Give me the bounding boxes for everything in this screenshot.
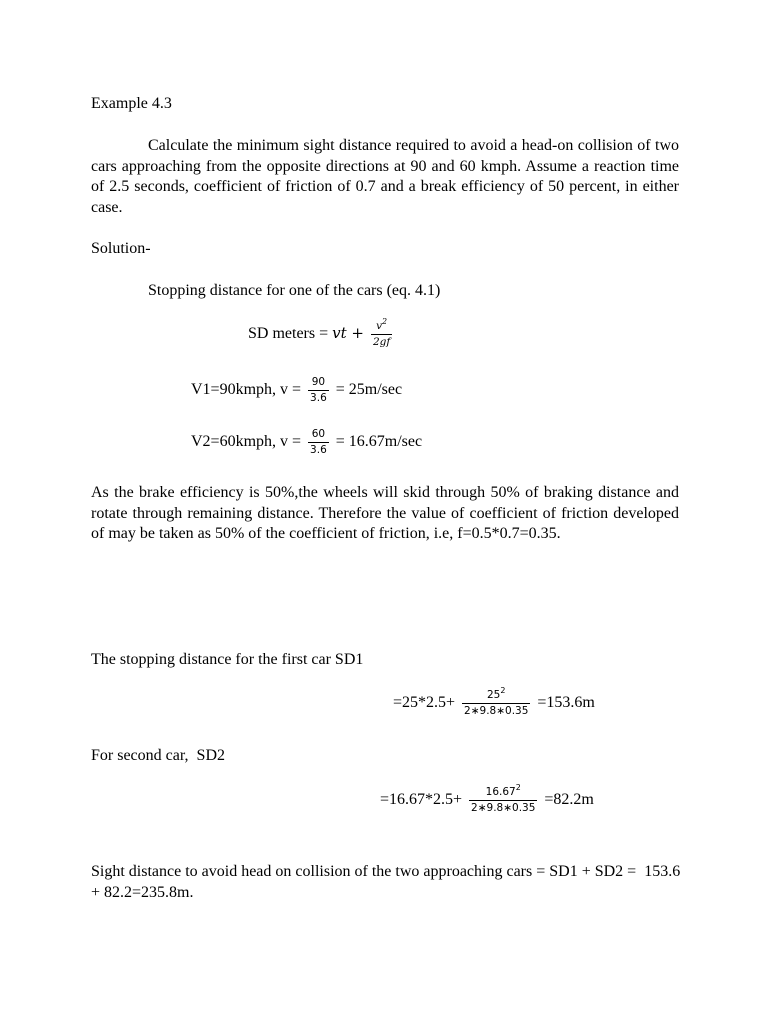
stopping-distance-intro: Stopping distance for one of the cars (eq. 4.1) bbox=[148, 282, 441, 299]
sd-formula bbox=[248, 316, 395, 349]
sd2-result: =82.2m bbox=[544, 791, 594, 809]
sd-formula-numerator: v bbox=[376, 320, 383, 332]
sd2-equation bbox=[380, 782, 594, 815]
sd-formula-term: vt + bbox=[332, 324, 364, 343]
sd1-numerator-exponent: 2 bbox=[500, 685, 506, 695]
sd1-numerator: 25 bbox=[486, 689, 501, 701]
sd1-result: =153.6m bbox=[537, 694, 595, 712]
solution-label: Solution- bbox=[91, 240, 151, 257]
sd2-lhs: =16.67*2.5+ bbox=[380, 791, 463, 809]
v1-equation bbox=[191, 376, 402, 405]
example-heading: Example 4.3 bbox=[91, 95, 172, 112]
conclusion-paragraph: Sight distance to avoid head on collision of the two approaching cars = SD1 + SD2 = 153.6 + 82.2=235.8m. bbox=[91, 863, 685, 901]
v1-result: = 25m/sec bbox=[335, 381, 403, 399]
v1-fraction bbox=[308, 376, 329, 405]
sd1-fraction bbox=[462, 685, 530, 718]
sd-formula-denominator: 2gf bbox=[372, 336, 391, 348]
v2-numerator: 60 bbox=[311, 428, 326, 440]
v1-lhs: V1=90kmph, v = bbox=[191, 381, 302, 399]
v2-fraction bbox=[308, 428, 329, 457]
sd-formula-lhs: SD meters = bbox=[248, 325, 329, 343]
sd2-numerator: 16.67 bbox=[485, 786, 516, 798]
v2-denominator: 3.6 bbox=[310, 444, 327, 456]
sd-formula-numerator-exponent: 2 bbox=[382, 316, 388, 326]
v2-lhs: V2=60kmph, v = bbox=[191, 433, 302, 451]
sd2-denominator: 2∗9.8∗0.35 bbox=[471, 802, 536, 814]
sd2-fraction bbox=[469, 782, 537, 815]
sd1-denominator: 2∗9.8∗0.35 bbox=[464, 705, 529, 717]
problem-statement: Calculate the minimum sight distance required to avoid a head-on collision of two cars approaching from the opposite directions at 90 and 60 kmph. Assume a reaction time of 2.5 seconds, coefficient of friction of 0.7 and a break efficiency of 50 percent, in either case. bbox=[91, 137, 679, 216]
sd-formula-fraction bbox=[371, 316, 392, 349]
brake-efficiency-paragraph: As the brake efficiency is 50%,the wheels will skid through 50% of braking distance and rotate through remaining distance. Therefore the value of coefficient of friction developed of may be taken as 50% of the coefficient of friction, i.e, f=0.5*0.7=0.35. bbox=[91, 484, 679, 542]
first-car-label: The stopping distance for the first car SD1 bbox=[91, 651, 364, 668]
v1-denominator: 3.6 bbox=[310, 392, 327, 404]
v1-numerator: 90 bbox=[311, 376, 326, 388]
second-car-label: For second car, SD2 bbox=[91, 747, 225, 764]
sd1-lhs: =25*2.5+ bbox=[393, 694, 456, 712]
v2-equation bbox=[191, 428, 422, 457]
v2-result: = 16.67m/sec bbox=[335, 433, 423, 451]
sd1-equation bbox=[393, 685, 595, 718]
sd2-numerator-exponent: 2 bbox=[515, 782, 521, 792]
